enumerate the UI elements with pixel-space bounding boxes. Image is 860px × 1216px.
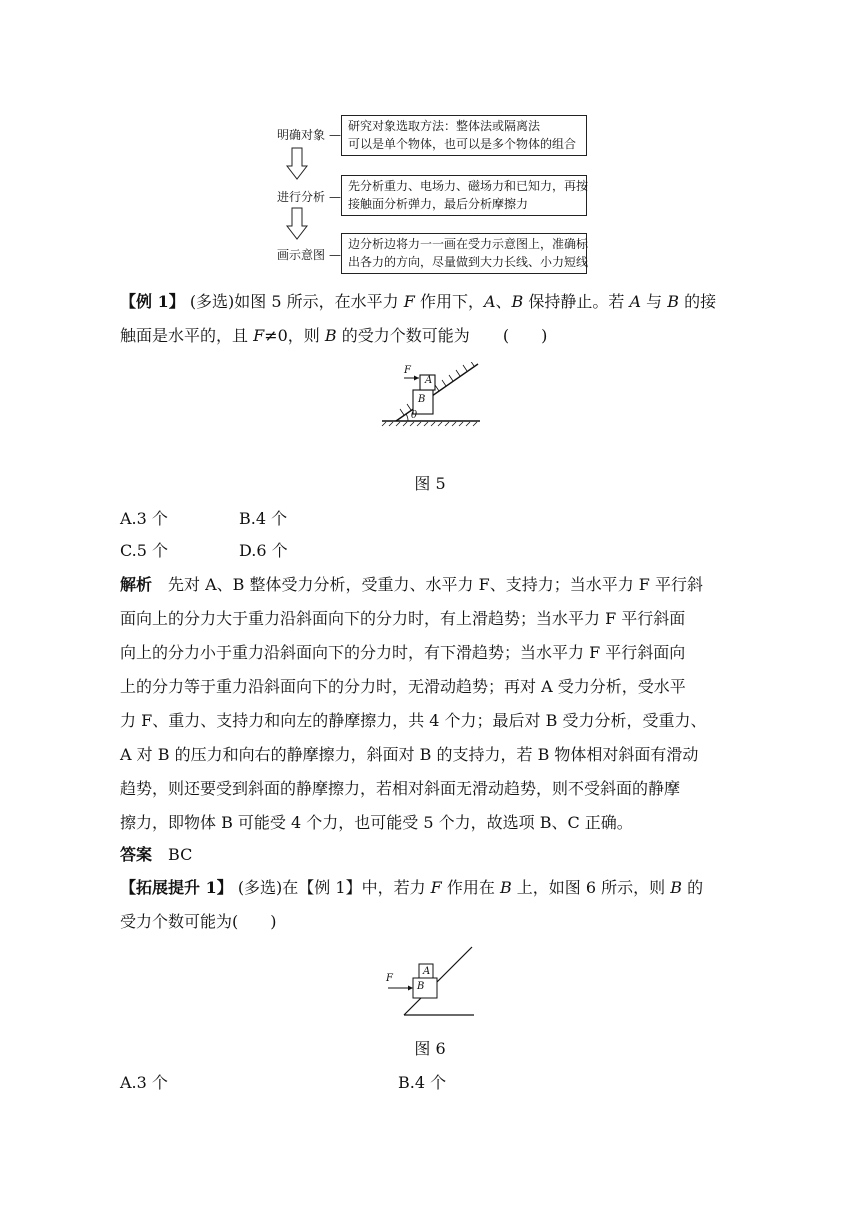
extension1-text: 上，如图 6 所示，则 [511,878,671,897]
flow-step-label-3: 画示意图 [277,248,326,262]
answer-tag: 答案 [120,845,153,864]
flow-box-1-line-1: 研究对象选取方法：整体法或隔离法 [348,119,541,133]
option-d: D.6 个 [239,541,288,560]
flow-box-3-line-2: 出各力的方向，尽量做到大力长线、小力短线 [348,255,589,269]
var-F: F [430,878,442,897]
fig5-label-F: F [404,365,411,376]
analysis-line-7: 趋势，则还要受到斜面的静摩擦力，若相对斜面无滑动趋势，则不受斜面的静摩 [120,779,681,798]
flow-down-arrow-icon [285,206,309,242]
var-F: F [403,292,415,311]
figure-6-diagram [382,944,478,1020]
analysis-line-6: A 对 B 的压力和向右的静摩擦力，斜面对 B 的支持力，若 B 物体相对斜面有滑动 [120,745,699,764]
answer-value: BC [168,845,193,864]
analysis-line-2: 面向上的分力大于重力沿斜面向下的分力时，有上滑趋势；当水平力 F 平行斜面 [120,609,686,628]
flow-dash-1: — [329,128,341,142]
extension1-line-1 [120,871,703,905]
extension1-line-2: 受力个数可能为( ) [120,912,277,931]
var-B: B [511,292,524,311]
option-b: B.4 个 [398,1073,447,1092]
fig5-label-theta: θ [411,410,418,421]
answer-line [120,838,192,872]
example1-text: 与 [641,292,668,311]
var-B: B [670,878,683,897]
flow-box-2-line-2: 接触面分析弹力，最后分析摩擦力 [348,197,529,211]
fig6-label-A: A [423,966,431,977]
fig6-label-B: B [417,981,425,992]
figure-5-caption: 图 5 [414,474,446,493]
example1-text: 保持静止。若 [523,292,630,311]
var-B: B [499,878,512,897]
flow-dash-3: — [329,248,341,262]
flow-dash-2: — [329,190,341,204]
analysis-line-1: 先对 A、B 整体受力分析，受重力、水平力 F、支持力；当水平力 F 平行斜 [168,575,703,594]
example1-text: 作用下， [414,292,484,311]
flow-box-1 [341,115,587,156]
example1-text: ≠0，则 [264,326,325,345]
fig5-label-B: B [418,394,426,405]
analysis-line-4: 上的分力等于重力沿斜面向下的分力时，无滑动趋势；再对 A 受力分析，受水平 [120,677,686,696]
var-B: B [324,326,337,345]
example1-tag: 【例 1】 [120,292,185,311]
example1-text: 的接 [679,292,717,311]
flow-step-label-2: 进行分析 [277,190,326,204]
analysis-line-3: 向上的分力小于重力沿斜面向下的分力时，有下滑趋势；当水平力 F 平行斜面向 [120,643,686,662]
flow-box-3 [341,233,587,274]
figure-6-caption: 图 6 [414,1039,446,1058]
flow-box-2 [341,175,587,216]
option-c: C.5 个 [120,541,169,560]
var-F: F [253,326,265,345]
option-b: B.4 个 [239,509,288,528]
option-a: A.3 个 [120,1073,168,1092]
extension1-text: (多选)在【例 1】中，若力 [237,878,431,897]
analysis-line-8: 擦力，即物体 B 可能受 4 个力，也可能受 5 个力，故选项 B、C 正确。 [120,813,633,832]
figure-5-diagram [378,362,484,428]
fig6-label-F: F [386,973,393,984]
example1-text: 触面是水平的，且 [120,326,254,345]
fig5-label-A: A [425,375,433,386]
extension1-text: 的 [682,878,704,897]
extension1-text: 作用在 [441,878,500,897]
flow-step-label-1: 明确对象 [277,128,326,142]
example1-line-2 [120,319,547,353]
example1-text: 的受力个数可能为 [336,326,470,345]
analysis-line-5: 力 F、重力、支持力和向左的静摩擦力，共 4 个力；最后对 B 受力分析，受重力、 [120,711,707,730]
flow-box-3-line-1: 边分析边将力一一画在受力示意图上，准确标 [348,237,589,251]
flow-box-2-line-1: 先分析重力、电场力、磁场力和已知力，再按 [348,179,589,193]
var-A: A [629,292,642,311]
example1-text: (多选)如图 5 所示，在水平力 [189,292,404,311]
var-B: B [667,292,679,311]
analysis-tag: 解析 [120,575,153,594]
example1-text: 、 [495,292,512,311]
option-a: A.3 个 [120,509,168,528]
example1-line-1 [120,285,716,319]
flow-box-1-line-2: 可以是单个物体，也可以是多个物体的组合 [348,137,577,151]
flow-down-arrow-icon [285,146,309,182]
extension1-tag: 【拓展提升 1】 [120,878,233,897]
answer-blank: ( ) [502,326,548,345]
analysis-section [120,568,706,840]
var-A: A [483,292,496,311]
